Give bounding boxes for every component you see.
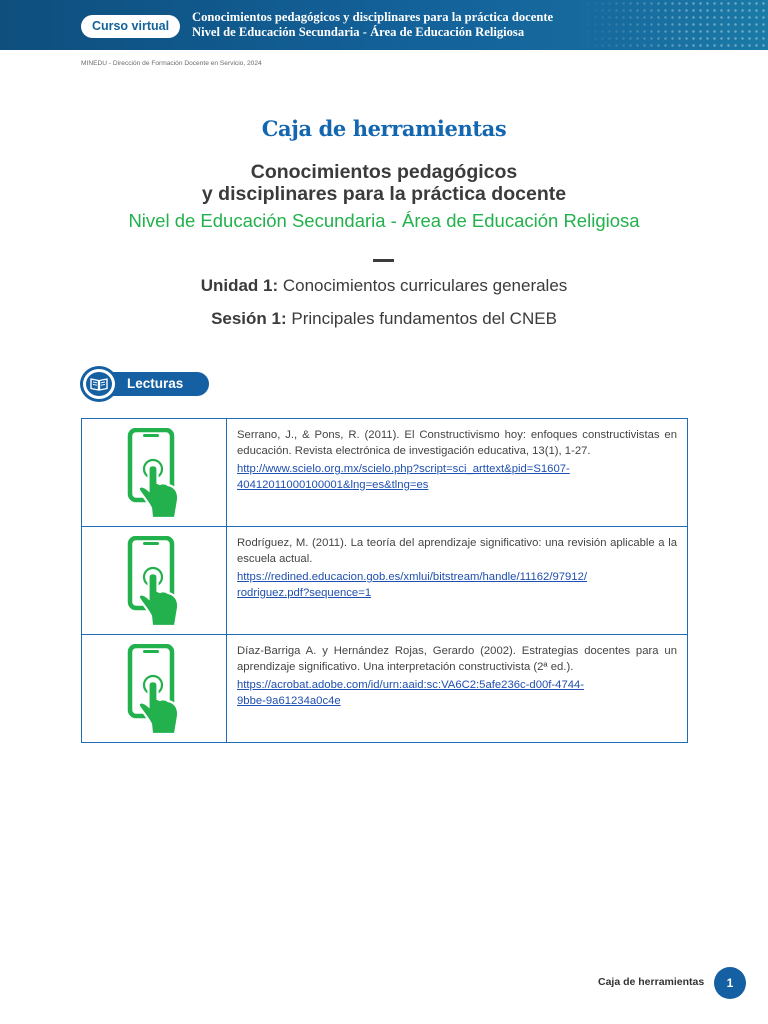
reference-citation: Díaz-Barriga A. y Hernández Rojas, Gerardo (2002). Estrategias docentes para un aprendizaje significativo. Una interpretación constructivista (2ª ed.). — [237, 645, 677, 673]
reference-link-line2: 9bbe-9a61234a0c4e — [237, 694, 341, 707]
banner-dot-pattern — [578, 0, 768, 50]
divider-dash — [373, 259, 394, 262]
banner-title-line1: Conocimientos pedagógicos y disciplinares para la práctica docente — [192, 10, 554, 24]
reference-link[interactable] — [237, 462, 677, 493]
lecturas-label: Lecturas — [127, 376, 184, 391]
reference-link[interactable] — [237, 678, 677, 709]
lecturas-icon-ring — [80, 366, 118, 402]
banner-title-line2: Nivel de Educación Secundaria - Área de Educación Religiosa — [192, 25, 525, 39]
session-line — [0, 309, 768, 329]
reference-link[interactable] — [237, 570, 677, 601]
reference-link-line1: https://redined.educacion.gob.es/xmlui/bitstream/handle/11162/97912/ — [237, 571, 588, 583]
level-title: Nivel de Educación Secundaria - Área de Educación Religiosa — [128, 210, 640, 231]
reference-link-line1: https://acrobat.adobe.com/id/urn:aaid:sc:VA6C2:5afe236c-d00f-4744- — [237, 679, 585, 691]
unit-name: Conocimientos curriculares generales — [282, 276, 568, 295]
references-table — [81, 418, 688, 743]
session-label: Sesión 1: — [211, 309, 287, 328]
reference-text-cell — [227, 635, 688, 743]
header-banner — [0, 0, 768, 50]
table-row — [82, 527, 688, 635]
reference-link-line2: 40412011000100001&lng=es&tlng=es — [237, 478, 429, 491]
reference-link-line1: http://www.scielo.org.mx/scielo.php?script=sci_arttext&pid=S1607- — [237, 463, 570, 475]
course-badge: Curso virtual — [81, 15, 180, 38]
smartphone-touch-icon — [127, 428, 183, 520]
footer-label: Caja de herramientas — [598, 976, 705, 988]
banner-title — [192, 10, 553, 40]
reference-citation: Rodríguez, M. (2011). La teoría del aprendizaje significativo: una revisión aplicable a la escuela actual. — [237, 537, 677, 565]
session-name: Principales fundamentos del CNEB — [291, 309, 557, 328]
unit-line — [0, 276, 768, 296]
icon-cell — [82, 635, 227, 743]
table-row — [82, 635, 688, 743]
smartphone-touch-icon — [127, 644, 183, 736]
page-title: Caja de herramientas — [261, 116, 507, 141]
reference-text-cell — [227, 419, 688, 527]
subtitle-line2: y disciplinares para la práctica docente — [201, 183, 567, 205]
page-number: 1 — [714, 967, 746, 999]
icon-cell — [82, 419, 227, 527]
table-row — [82, 419, 688, 527]
icon-cell — [82, 527, 227, 635]
subtitle-line1: Conocimientos pedagógicos — [250, 161, 518, 183]
reference-citation: Serrano, J., & Pons, R. (2011). El Constructivismo hoy: enfoques constructivistas en educación. Revista electrónica de investigación educativa, 13(1), 1-27. — [237, 429, 677, 457]
open-book-icon — [86, 372, 112, 396]
reference-text-cell — [227, 527, 688, 635]
credit-line: MINEDU - Dirección de Formación Docente en Servicio, 2024 — [81, 60, 262, 67]
reference-link-line2: rodriguez.pdf?sequence=1 — [237, 586, 372, 599]
unit-label: Unidad 1: — [200, 276, 279, 295]
document-subtitle — [0, 161, 768, 205]
smartphone-touch-icon — [127, 536, 183, 628]
